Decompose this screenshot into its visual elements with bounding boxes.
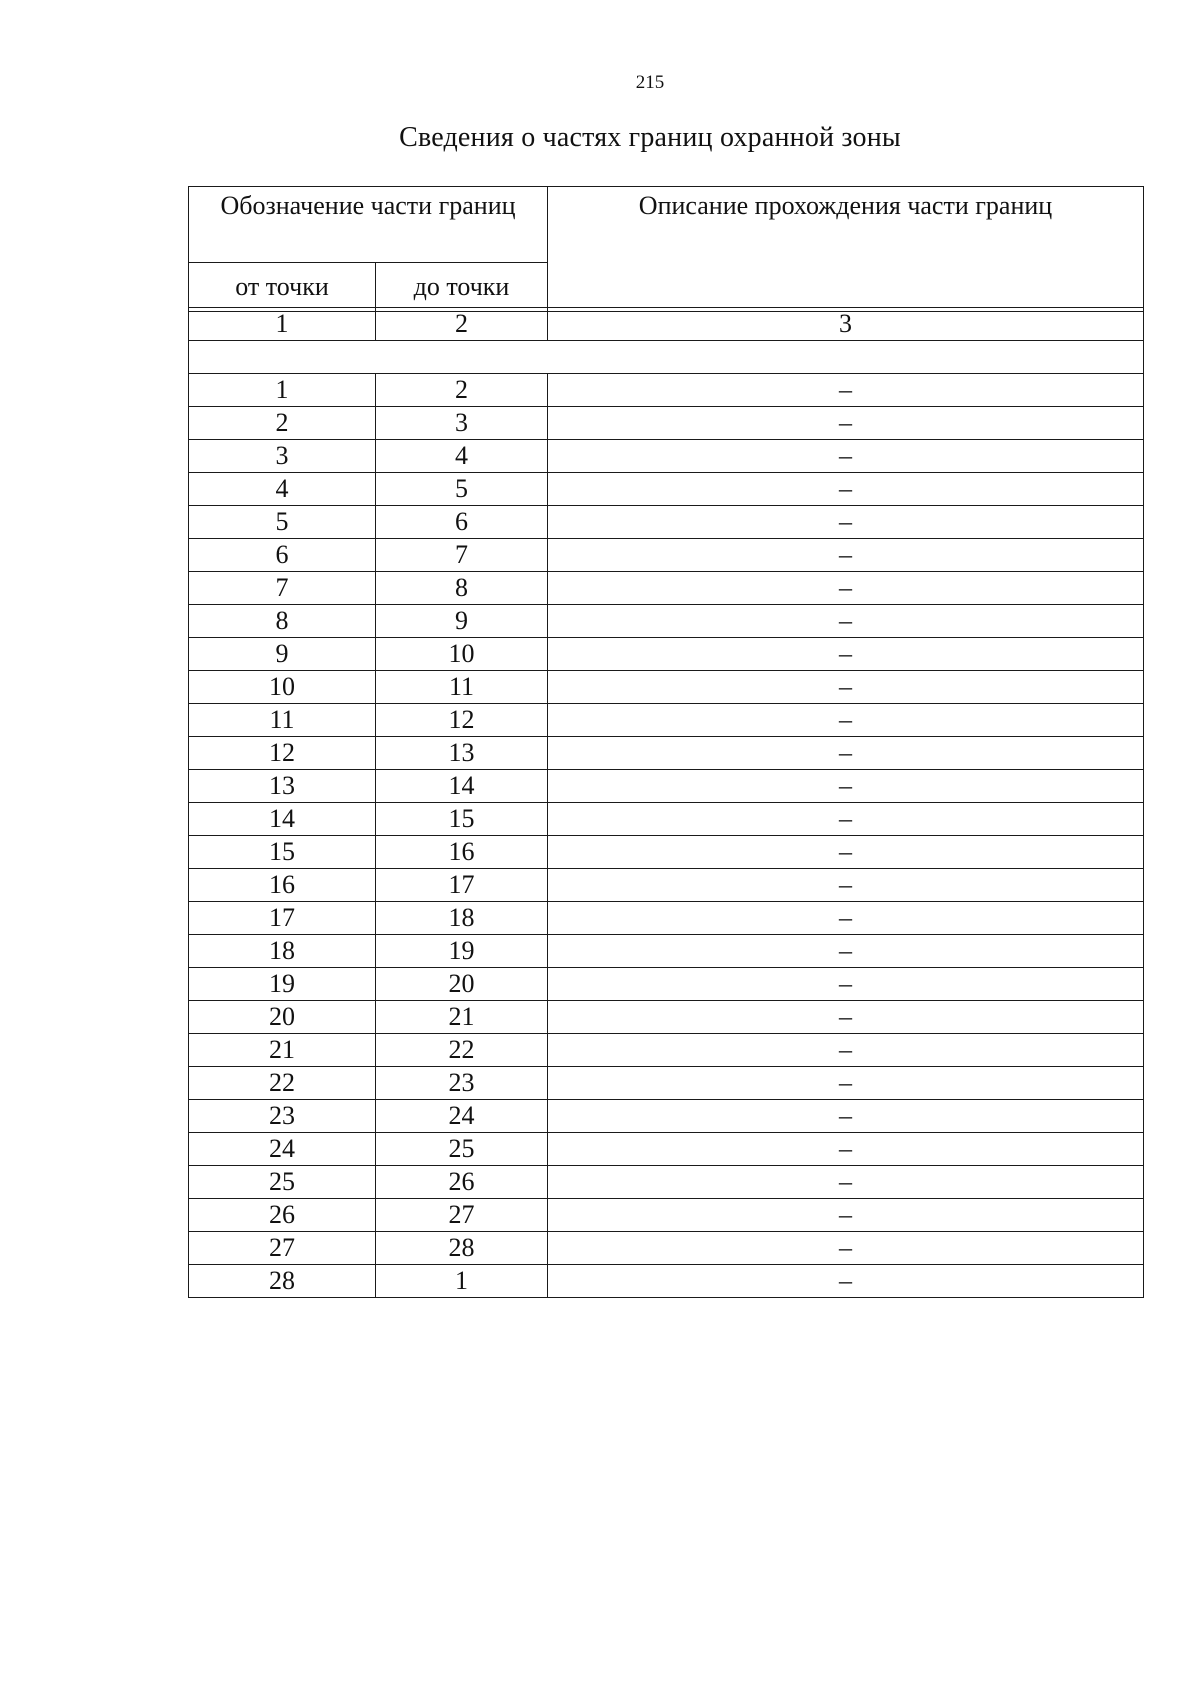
table-row	[189, 935, 1144, 968]
cell-from-point: 1	[189, 374, 376, 407]
cell-from-point: 7	[189, 572, 376, 605]
section-blank-cell	[189, 341, 1144, 374]
table-row	[189, 374, 1144, 407]
table-row	[189, 440, 1144, 473]
cell-from-point: 13	[189, 770, 376, 803]
cell-from-point: 17	[189, 902, 376, 935]
cell-to-point: 28	[376, 1232, 548, 1265]
document-title: Сведения о частях границ охранной зоны	[399, 122, 901, 153]
table-row	[189, 1034, 1144, 1067]
cell-description: –	[548, 968, 1144, 1001]
cell-from-point: 4	[189, 473, 376, 506]
table-row	[189, 1001, 1144, 1034]
cell-from-point: 5	[189, 506, 376, 539]
header-boundary-part-designation: Обозначение части границ	[189, 187, 548, 263]
cell-description: –	[548, 869, 1144, 902]
cell-from-point: 20	[189, 1001, 376, 1034]
boundary-parts-table	[188, 307, 1144, 1298]
cell-to-point: 4	[376, 440, 548, 473]
cell-from-point: 19	[189, 968, 376, 1001]
cell-description: –	[548, 374, 1144, 407]
table-row	[189, 1067, 1144, 1100]
cell-from-point: 27	[189, 1232, 376, 1265]
cell-description: –	[548, 440, 1144, 473]
cell-description: –	[548, 935, 1144, 968]
cell-from-point: 18	[189, 935, 376, 968]
header-from-point: от точки	[189, 263, 376, 312]
cell-to-point: 26	[376, 1166, 548, 1199]
cell-from-point: 14	[189, 803, 376, 836]
cell-description: –	[548, 1166, 1144, 1199]
table-row	[189, 605, 1144, 638]
table-row	[189, 836, 1144, 869]
header-boundary-description: Описание прохождения части границ	[548, 187, 1144, 312]
cell-description: –	[548, 407, 1144, 440]
table-row	[189, 1232, 1144, 1265]
cell-to-point: 21	[376, 1001, 548, 1034]
cell-to-point: 2	[376, 374, 548, 407]
cell-description: –	[548, 572, 1144, 605]
cell-to-point: 13	[376, 737, 548, 770]
table-row	[189, 1199, 1144, 1232]
cell-from-point: 24	[189, 1133, 376, 1166]
cell-from-point: 10	[189, 671, 376, 704]
table-row	[189, 1166, 1144, 1199]
cell-from-point: 6	[189, 539, 376, 572]
cell-to-point: 14	[376, 770, 548, 803]
table-row	[189, 968, 1144, 1001]
cell-description: –	[548, 902, 1144, 935]
cell-description: –	[548, 1067, 1144, 1100]
cell-to-point: 16	[376, 836, 548, 869]
cell-description: –	[548, 836, 1144, 869]
cell-from-point: 26	[189, 1199, 376, 1232]
cell-to-point: 11	[376, 671, 548, 704]
table-row	[189, 539, 1144, 572]
table-row	[189, 737, 1144, 770]
cell-description: –	[548, 671, 1144, 704]
cell-to-point: 23	[376, 1067, 548, 1100]
cell-from-point: 12	[189, 737, 376, 770]
cell-description: –	[548, 605, 1144, 638]
header-to-point: до точки	[376, 263, 548, 312]
cell-to-point: 6	[376, 506, 548, 539]
cell-from-point: 22	[189, 1067, 376, 1100]
cell-description: –	[548, 506, 1144, 539]
table-row	[189, 770, 1144, 803]
cell-from-point: 9	[189, 638, 376, 671]
cell-description: –	[548, 473, 1144, 506]
cell-to-point: 20	[376, 968, 548, 1001]
cell-to-point: 3	[376, 407, 548, 440]
cell-description: –	[548, 1100, 1144, 1133]
cell-from-point: 11	[189, 704, 376, 737]
table-row	[189, 572, 1144, 605]
table-row	[189, 638, 1144, 671]
cell-from-point: 2	[189, 407, 376, 440]
column-number-row	[189, 308, 1144, 341]
table-row	[189, 902, 1144, 935]
cell-description: –	[548, 638, 1144, 671]
column-number-2: 2	[376, 308, 548, 341]
cell-to-point: 18	[376, 902, 548, 935]
cell-from-point: 28	[189, 1265, 376, 1298]
cell-description: –	[548, 1001, 1144, 1034]
cell-from-point: 25	[189, 1166, 376, 1199]
table-row	[189, 1265, 1144, 1298]
cell-to-point: 25	[376, 1133, 548, 1166]
cell-description: –	[548, 803, 1144, 836]
cell-to-point: 8	[376, 572, 548, 605]
cell-from-point: 15	[189, 836, 376, 869]
table-row	[189, 473, 1144, 506]
column-number-3: 3	[548, 308, 1144, 341]
cell-from-point: 3	[189, 440, 376, 473]
cell-to-point: 24	[376, 1100, 548, 1133]
table-row	[189, 506, 1144, 539]
cell-description: –	[548, 1199, 1144, 1232]
table-row	[189, 704, 1144, 737]
cell-description: –	[548, 1265, 1144, 1298]
section-blank-row	[189, 341, 1144, 374]
cell-to-point: 5	[376, 473, 548, 506]
cell-to-point: 22	[376, 1034, 548, 1067]
cell-from-point: 23	[189, 1100, 376, 1133]
cell-from-point: 16	[189, 869, 376, 902]
table-row	[189, 1133, 1144, 1166]
table-row	[189, 1100, 1144, 1133]
table-row	[189, 869, 1144, 902]
cell-to-point: 7	[376, 539, 548, 572]
cell-description: –	[548, 1232, 1144, 1265]
cell-to-point: 10	[376, 638, 548, 671]
table-row	[189, 407, 1144, 440]
cell-to-point: 12	[376, 704, 548, 737]
cell-to-point: 19	[376, 935, 548, 968]
cell-description: –	[548, 1034, 1144, 1067]
cell-to-point: 1	[376, 1265, 548, 1298]
cell-description: –	[548, 770, 1144, 803]
table-header	[188, 186, 1144, 312]
cell-to-point: 15	[376, 803, 548, 836]
cell-to-point: 17	[376, 869, 548, 902]
cell-from-point: 21	[189, 1034, 376, 1067]
cell-description: –	[548, 737, 1144, 770]
cell-description: –	[548, 704, 1144, 737]
cell-from-point: 8	[189, 605, 376, 638]
cell-description: –	[548, 1133, 1144, 1166]
column-number-1: 1	[189, 308, 376, 341]
table-row	[189, 671, 1144, 704]
cell-to-point: 9	[376, 605, 548, 638]
table-row	[189, 803, 1144, 836]
table-body	[189, 308, 1144, 1298]
page-number: 215	[635, 72, 665, 93]
cell-to-point: 27	[376, 1199, 548, 1232]
cell-description: –	[548, 539, 1144, 572]
